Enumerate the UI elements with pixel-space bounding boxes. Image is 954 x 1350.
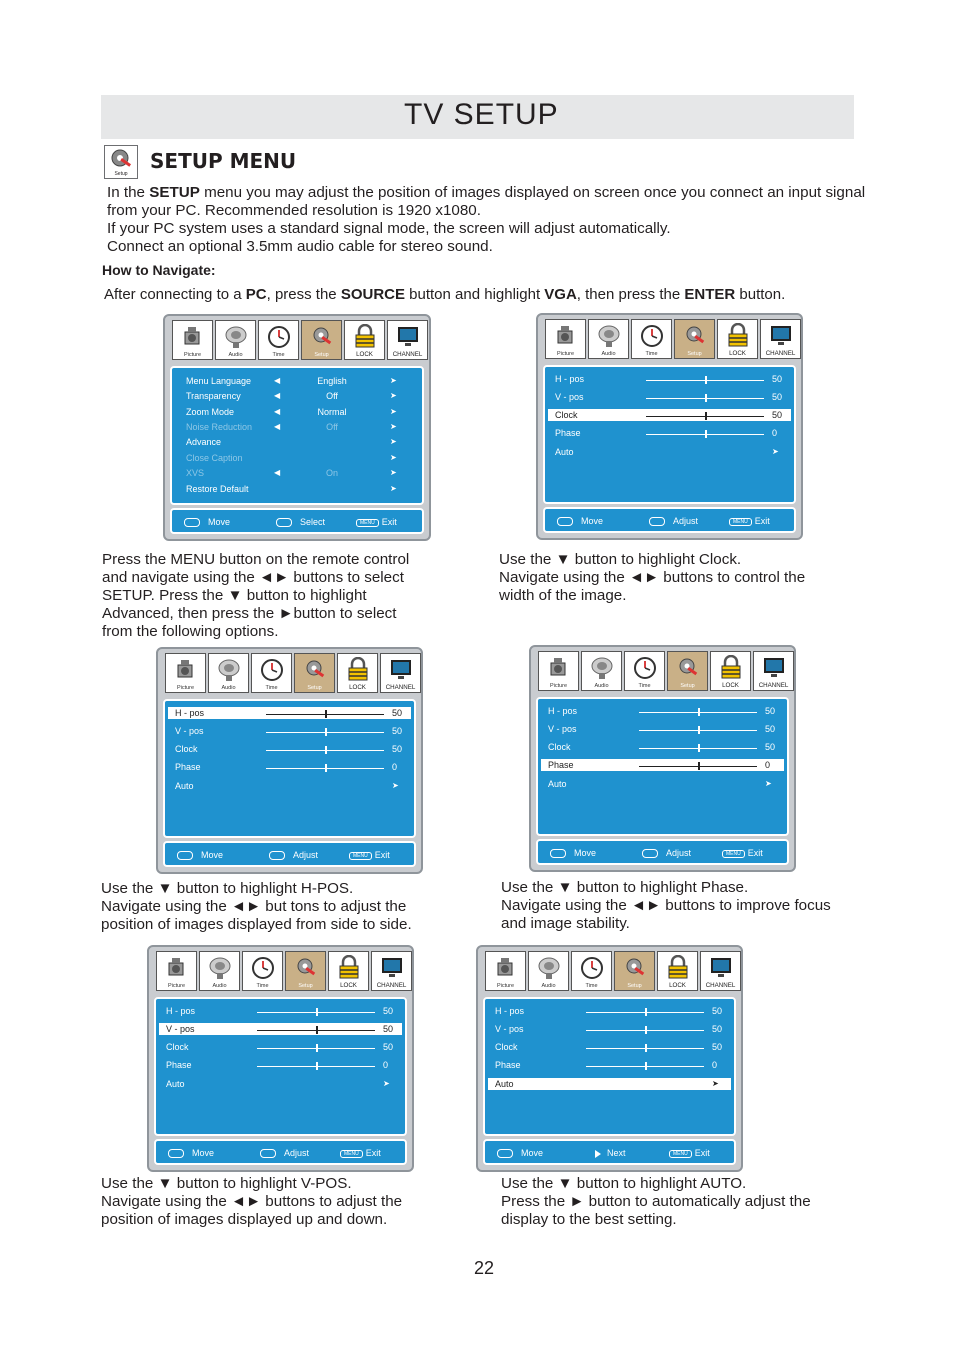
tab-label: Audio — [601, 351, 616, 357]
menu-item[interactable]: Advance ➤ — [186, 437, 397, 447]
tab-label: Time — [638, 683, 651, 689]
tab-picture[interactable] — [156, 951, 197, 991]
arrows-icon — [497, 1149, 513, 1158]
hint-adjust: Adjust — [642, 847, 691, 859]
hint-move: Move — [550, 847, 596, 859]
speaker-icon — [217, 657, 241, 683]
tab-time[interactable] — [251, 653, 292, 693]
advanced-item[interactable]: H - pos 50 — [166, 1006, 394, 1016]
menu-badge: MENU — [356, 519, 379, 527]
tab-audio[interactable] — [581, 651, 622, 691]
camera-icon — [181, 324, 205, 350]
advanced-item[interactable]: V - pos 50 — [548, 724, 776, 734]
slider-knob[interactable] — [698, 726, 700, 734]
advanced-item[interactable]: Phase 0 — [166, 1060, 389, 1070]
advanced-item[interactable]: V - pos 50 — [159, 1023, 402, 1035]
tab-channel[interactable] — [700, 951, 741, 991]
menu-item[interactable]: XVS ◀ On ➤ — [186, 468, 397, 478]
menu-tabs — [165, 653, 423, 695]
caption-line: Navigate using the ◄► buttons to control the — [499, 569, 806, 586]
advanced-item[interactable]: Clock 50 — [548, 742, 776, 752]
caption-auto — [501, 1175, 881, 1229]
advanced-item[interactable]: V - pos 50 — [555, 392, 783, 402]
menu-badge: MENU — [340, 1150, 363, 1158]
hint-bar — [154, 1139, 407, 1165]
hint-exit: MENU Exit — [356, 516, 397, 528]
tab-audio[interactable] — [528, 951, 569, 991]
setup-icon — [104, 145, 138, 179]
slider-knob[interactable] — [325, 710, 327, 718]
menu-item[interactable]: Transparency ◀ Off ➤ — [186, 391, 397, 401]
tab-lock[interactable] — [657, 951, 698, 991]
menu-panel — [170, 366, 424, 505]
left-arrow-icon[interactable]: ◀ — [274, 391, 281, 400]
osd-phase-highlight — [529, 645, 796, 872]
tab-label: Audio — [228, 352, 243, 358]
right-arrow-icon[interactable]: ➤ — [390, 422, 397, 431]
clock-icon — [267, 324, 291, 350]
tab-picture[interactable] — [538, 651, 579, 691]
tab-label: Picture — [167, 983, 186, 989]
caption-clock — [499, 551, 879, 605]
hint-adjust: Adjust — [649, 515, 698, 527]
tab-label: Picture — [549, 683, 568, 689]
slider-knob[interactable] — [645, 1008, 647, 1016]
advanced-item[interactable]: Auto ➤ — [175, 781, 399, 791]
caption-line: SETUP. Press the ▼ button to highlight — [102, 587, 367, 604]
hint-adjust: Adjust — [260, 1147, 309, 1159]
speaker-icon — [597, 323, 621, 349]
caption-hpos — [101, 880, 481, 934]
wrench-icon — [303, 657, 327, 683]
slider-knob[interactable] — [705, 376, 707, 384]
camera-icon — [554, 323, 578, 349]
right-arrow-icon[interactable]: ➤ — [390, 437, 397, 446]
hint-bar — [536, 839, 789, 865]
pc-instructions: After connecting to a PC, press the SOURCE button and highlight VGA, then press the ENTER button. — [104, 286, 786, 303]
advanced-item[interactable]: Phase 0 — [555, 428, 778, 438]
hint-adjust: Adjust — [269, 849, 318, 861]
arrows-icon — [177, 851, 193, 860]
tab-channel[interactable] — [387, 320, 428, 360]
advanced-item[interactable]: V - pos 50 — [495, 1024, 723, 1034]
menu-tabs — [156, 951, 414, 993]
advanced-item[interactable]: Phase 0 — [541, 759, 784, 771]
monitor-icon — [396, 324, 420, 350]
speaker-icon — [537, 955, 561, 981]
menu-badge: MENU — [729, 518, 752, 526]
intro-p1: In the SETUP menu you may adjust the position of images displayed on screen once you connect an input signal from your PC. Recommended resolution is 1920 x1080. — [107, 184, 866, 219]
right-arrow-icon[interactable]: ➤ — [390, 407, 397, 416]
advanced-item[interactable]: Auto ➤ — [548, 779, 772, 789]
caption-line: Press the ► button to automatically adjust the — [501, 1193, 811, 1210]
monitor-icon — [389, 657, 413, 683]
advanced-item[interactable]: Auto ➤ — [555, 447, 779, 457]
arrows-icon — [260, 1149, 276, 1158]
tab-label: LOCK — [356, 351, 373, 358]
camera-icon — [494, 955, 518, 981]
arrows-icon — [649, 517, 665, 526]
wrench-icon — [294, 955, 318, 981]
tab-setup[interactable] — [674, 319, 715, 359]
tab-time[interactable] — [571, 951, 612, 991]
monitor-icon — [769, 323, 793, 349]
tab-label: Audio — [221, 685, 236, 691]
advanced-item[interactable]: Clock 50 — [166, 1042, 394, 1052]
hint-bar — [163, 841, 416, 867]
advanced-item[interactable]: H - pos 50 — [495, 1006, 723, 1016]
monitor-icon — [380, 955, 404, 981]
tab-label: LOCK — [669, 982, 686, 989]
tab-label: Audio — [541, 983, 556, 989]
lock-icon — [353, 324, 377, 350]
hint-move: Move — [168, 1147, 214, 1159]
tab-lock[interactable] — [710, 651, 751, 691]
tab-lock[interactable] — [337, 653, 378, 693]
advanced-item[interactable]: Clock 50 — [175, 744, 403, 754]
right-arrow-icon[interactable]: ➤ — [772, 447, 779, 456]
tab-label: LOCK — [349, 684, 366, 691]
tab-channel[interactable] — [760, 319, 801, 359]
advanced-item[interactable]: Clock 50 — [548, 409, 791, 421]
tab-picture[interactable] — [485, 951, 526, 991]
tab-label: Time — [585, 983, 598, 989]
hint-bar — [543, 507, 796, 533]
tab-channel[interactable] — [371, 951, 412, 991]
advanced-item[interactable]: Auto ➤ — [166, 1079, 390, 1089]
wrench-icon — [676, 655, 700, 681]
lock-icon — [346, 657, 370, 683]
tab-label: CHANNEL — [392, 351, 423, 358]
setup-icon-caption: Setup — [114, 171, 128, 177]
advanced-item[interactable]: Phase 0 — [175, 762, 398, 772]
right-arrow-icon[interactable]: ➤ — [390, 484, 397, 493]
slider-knob[interactable] — [698, 708, 700, 716]
menu-badge: MENU — [349, 852, 372, 860]
monitor-icon — [709, 955, 733, 981]
tab-setup[interactable] — [301, 320, 342, 360]
tab-channel[interactable] — [380, 653, 421, 693]
arrows-icon — [550, 849, 566, 858]
caption-vpos — [101, 1175, 481, 1229]
slider-knob[interactable] — [325, 764, 327, 772]
tab-label: Setup — [307, 685, 322, 691]
advanced-panel — [543, 365, 796, 504]
tab-label: CHANNEL — [705, 982, 736, 989]
hint-next: Next — [589, 1147, 626, 1159]
hint-exit: MENU Exit — [722, 847, 763, 859]
advanced-item[interactable]: V - pos 50 — [175, 726, 403, 736]
hint-exit: MENU Exit — [340, 1147, 381, 1159]
tab-label: Picture — [183, 352, 202, 358]
tab-label: CHANNEL — [765, 350, 796, 357]
tab-time[interactable] — [242, 951, 283, 991]
right-arrow-icon[interactable]: ➤ — [390, 376, 397, 385]
arrows-icon — [184, 518, 200, 527]
osd-auto-highlight — [476, 945, 743, 1172]
tab-label: Time — [645, 351, 658, 357]
speaker-icon — [224, 324, 248, 350]
clock-icon — [580, 955, 604, 981]
wrench-icon — [623, 955, 647, 981]
osd-hpos-highlight — [156, 647, 423, 874]
advanced-item[interactable]: Phase 0 — [495, 1060, 718, 1070]
hint-bar — [170, 508, 424, 534]
clock-icon — [633, 655, 657, 681]
tab-setup[interactable] — [667, 651, 708, 691]
slider-knob[interactable] — [325, 746, 327, 754]
menu-tabs — [538, 651, 796, 693]
caption-line: position of images displayed from side to side. — [101, 916, 412, 933]
menu-badge: MENU — [722, 850, 745, 858]
left-arrow-icon[interactable]: ◀ — [274, 407, 281, 416]
tab-label: Time — [272, 352, 285, 358]
section-title: SETUP MENU — [150, 149, 297, 173]
tab-picture[interactable] — [165, 653, 206, 693]
camera-icon — [165, 955, 189, 981]
right-arrow-icon[interactable]: ➤ — [383, 1079, 390, 1088]
tab-label: Setup — [298, 983, 313, 989]
tab-audio[interactable] — [208, 653, 249, 693]
caption-line: Navigate using the ◄► but tons to adjust the — [101, 898, 407, 915]
arrows-icon — [642, 849, 658, 858]
page-title: TV SETUP — [404, 98, 559, 131]
tab-picture[interactable] — [545, 319, 586, 359]
menu-item[interactable]: Zoom Mode ◀ Normal ➤ — [186, 407, 397, 417]
how-to-heading: How to Navigate: — [102, 262, 216, 278]
right-arrow-icon[interactable]: ➤ — [712, 1079, 719, 1088]
tab-label: CHANNEL — [758, 682, 789, 689]
wrench-icon — [310, 324, 334, 350]
advanced-panel — [536, 697, 789, 836]
clock-icon — [251, 955, 275, 981]
menu-badge: MENU — [669, 1150, 692, 1158]
caption-line: Use the ▼ button to highlight Phase. — [501, 879, 749, 896]
slider-knob[interactable] — [325, 728, 327, 736]
tab-lock[interactable] — [328, 951, 369, 991]
tab-time[interactable] — [624, 651, 665, 691]
left-arrow-icon[interactable]: ◀ — [274, 376, 281, 385]
tab-label: LOCK — [729, 350, 746, 357]
tab-label: Picture — [176, 685, 195, 691]
menu-item[interactable]: Close Caption ➤ — [186, 453, 397, 463]
intro-p3: Connect an optional 3.5mm audio cable for stereo sound. — [107, 238, 493, 255]
caption-line: from the following options. — [102, 623, 279, 640]
lock-icon — [337, 955, 361, 981]
caption-line: Advanced, then press the ►button to select — [102, 605, 397, 622]
tab-time[interactable] — [258, 320, 299, 360]
caption-setup-menu — [102, 551, 482, 641]
slider-knob[interactable] — [705, 412, 707, 420]
osd-vpos-highlight — [147, 945, 414, 1172]
hint-select: Select — [276, 516, 325, 528]
advanced-panel — [483, 997, 736, 1136]
tab-label: CHANNEL — [376, 982, 407, 989]
caption-line: Navigate using the ◄► buttons to improve focus — [501, 897, 831, 914]
title-banner — [101, 95, 854, 139]
caption-line: position of images displayed up and down. — [101, 1211, 388, 1228]
arrows-icon — [557, 517, 573, 526]
tab-label: Setup — [680, 683, 695, 689]
hint-move: Move — [184, 516, 230, 528]
caption-line: width of the image. — [499, 587, 627, 604]
caption-phase — [501, 879, 901, 933]
right-arrow-icon[interactable]: ➤ — [765, 779, 772, 788]
advanced-panel — [154, 997, 407, 1136]
hint-move: Move — [177, 849, 223, 861]
menu-tabs — [172, 320, 430, 362]
advanced-item[interactable]: Clock 50 — [495, 1042, 723, 1052]
tab-label: Audio — [212, 983, 227, 989]
lock-icon — [666, 955, 690, 981]
camera-icon — [174, 657, 198, 683]
menu-tabs — [545, 319, 803, 361]
menu-item[interactable]: Restore Default ➤ — [186, 484, 397, 494]
menu-item[interactable]: Menu Language ◀ English ➤ — [186, 376, 397, 386]
tab-audio[interactable] — [215, 320, 256, 360]
camera-icon — [547, 655, 571, 681]
tab-time[interactable] — [631, 319, 672, 359]
tab-label: CHANNEL — [385, 684, 416, 691]
hint-exit: MENU Exit — [669, 1147, 710, 1159]
caption-line: Use the ▼ button to highlight H-POS. — [101, 880, 354, 897]
tab-label: Picture — [496, 983, 515, 989]
clock-icon — [260, 657, 284, 683]
intro-text — [107, 184, 867, 256]
tab-lock[interactable] — [344, 320, 385, 360]
caption-line: Press the MENU button on the remote control — [102, 551, 410, 568]
tab-label: LOCK — [340, 982, 357, 989]
advanced-item[interactable]: Auto ➤ — [488, 1078, 731, 1090]
left-arrow-icon[interactable]: ◀ — [274, 468, 281, 477]
speaker-icon — [590, 655, 614, 681]
tab-audio[interactable] — [199, 951, 240, 991]
caption-line: Use the ▼ button to highlight AUTO. — [501, 1175, 747, 1192]
tab-setup[interactable] — [285, 951, 326, 991]
caption-line: Navigate using the ◄► buttons to adjust the — [101, 1193, 403, 1210]
right-arrow-icon[interactable]: ➤ — [392, 781, 399, 790]
menu-item[interactable]: Noise Reduction ◀ Off ➤ — [186, 422, 397, 432]
tab-picture[interactable] — [172, 320, 213, 360]
wrench-icon — [683, 323, 707, 349]
advanced-item[interactable]: H - pos 50 — [548, 706, 776, 716]
tab-label: Setup — [314, 352, 329, 358]
arrows-icon — [168, 1149, 184, 1158]
osd-clock-highlight — [536, 313, 803, 540]
wrench-icon — [105, 146, 137, 172]
caption-line: and image stability. — [501, 915, 630, 932]
slider-knob[interactable] — [698, 762, 700, 770]
hint-exit: MENU Exit — [729, 515, 770, 527]
right-arrow-icon[interactable]: ➤ — [390, 468, 397, 477]
menu-tabs — [485, 951, 743, 993]
clock-icon — [640, 323, 664, 349]
advanced-item[interactable]: H - pos 50 — [168, 707, 411, 719]
lock-icon — [726, 323, 750, 349]
caption-line: Use the ▼ button to highlight Clock. — [499, 551, 742, 568]
advanced-item[interactable]: H - pos 50 — [555, 374, 783, 384]
speaker-icon — [208, 955, 232, 981]
slider-knob[interactable] — [316, 1008, 318, 1016]
slider-knob[interactable] — [645, 1026, 647, 1034]
slider-knob[interactable] — [316, 1062, 318, 1070]
tab-label: LOCK — [722, 682, 739, 689]
slider-knob[interactable] — [645, 1044, 647, 1052]
tab-setup[interactable] — [294, 653, 335, 693]
slider-knob[interactable] — [698, 744, 700, 752]
hint-exit: MENU Exit — [349, 849, 390, 861]
tab-label: Setup — [627, 983, 642, 989]
left-arrow-icon[interactable]: ◀ — [274, 422, 281, 431]
lock-icon — [719, 655, 743, 681]
page-number: 22 — [474, 1258, 495, 1278]
slider-knob[interactable] — [316, 1026, 318, 1034]
tab-audio[interactable] — [588, 319, 629, 359]
tab-label: Time — [265, 685, 278, 691]
right-arrow-icon[interactable]: ➤ — [390, 453, 397, 462]
caption-line: display to the best setting. — [501, 1211, 677, 1228]
tab-lock[interactable] — [717, 319, 758, 359]
slider-knob[interactable] — [645, 1062, 647, 1070]
play-icon — [595, 1150, 601, 1158]
tab-channel[interactable] — [753, 651, 794, 691]
hint-bar — [483, 1139, 736, 1165]
caption-line: and navigate using the ◄► buttons to select — [102, 569, 404, 586]
slider-knob[interactable] — [705, 430, 707, 438]
slider-knob[interactable] — [316, 1044, 318, 1052]
tab-setup[interactable] — [614, 951, 655, 991]
tab-label: Audio — [594, 683, 609, 689]
osd-setup-menu — [163, 314, 431, 541]
tab-label: Setup — [687, 351, 702, 357]
tab-label: Picture — [556, 351, 575, 357]
arrows-icon — [269, 851, 285, 860]
hint-move: Move — [497, 1147, 543, 1159]
right-arrow-icon[interactable]: ➤ — [390, 391, 397, 400]
advanced-panel — [163, 699, 416, 838]
intro-p2: If your PC system uses a standard signal mode, the screen will adjust automatically. — [107, 220, 671, 237]
arrows-icon — [276, 518, 292, 527]
tab-label: Time — [256, 983, 269, 989]
monitor-icon — [762, 655, 786, 681]
caption-line: Use the ▼ button to highlight V-POS. — [101, 1175, 352, 1192]
hint-move: Move — [557, 515, 603, 527]
slider-knob[interactable] — [705, 394, 707, 402]
